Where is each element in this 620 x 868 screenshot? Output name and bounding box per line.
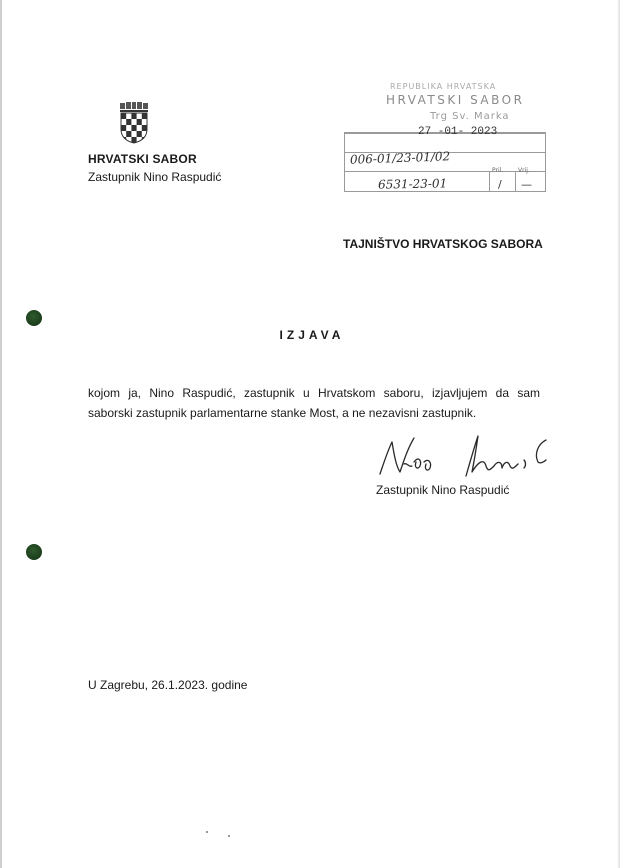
- stamp-value-value: —: [521, 178, 532, 191]
- organization-name: HRVATSKI SABOR: [88, 152, 197, 166]
- stamp-attachments-label: Pril.: [492, 167, 504, 174]
- stamp-institution: HRVATSKI SABOR: [386, 93, 525, 107]
- stamp-country: REPUBLIKA HRVATSKA: [390, 82, 497, 91]
- document-title: IZJAVA: [279, 328, 345, 342]
- stamp-date: 27 -01- 2023: [418, 126, 498, 138]
- place-and-date: U Zagrebu, 26.1.2023. godine: [88, 678, 248, 692]
- stamp-value-label: Vrij.: [518, 167, 530, 174]
- punch-hole: [26, 544, 42, 560]
- representative-name: Zastupnik Nino Raspudić: [88, 170, 222, 184]
- scan-speck: [206, 831, 208, 833]
- stamp-attachments-value: /: [498, 178, 502, 191]
- punch-hole: [26, 310, 42, 326]
- receipt-stamp: [338, 78, 548, 196]
- statement-line: kojom ja, Nino Raspudić, zastupnik u Hrvatskom saboru, izjavljujem da sam: [88, 386, 540, 400]
- stamp-registry-number: 6531-23-01: [377, 176, 448, 192]
- stamp-address: Trg Sv. Marka: [430, 111, 510, 122]
- stamp-classification: 006-01/23-01/02: [349, 149, 451, 167]
- croatian-coat-of-arms-icon: [119, 102, 149, 144]
- handwritten-signature: [374, 432, 564, 480]
- signer-name: Zastupnik Nino Raspudić: [376, 483, 510, 497]
- scan-speck: [228, 835, 230, 837]
- statement-body: [88, 383, 540, 423]
- recipient: TAJNIŠTVO HRVATSKOG SABORA: [343, 237, 543, 251]
- statement-line: saborski zastupnik parlamentarne stanke Most, a ne nezavisni zastupnik.: [88, 406, 477, 420]
